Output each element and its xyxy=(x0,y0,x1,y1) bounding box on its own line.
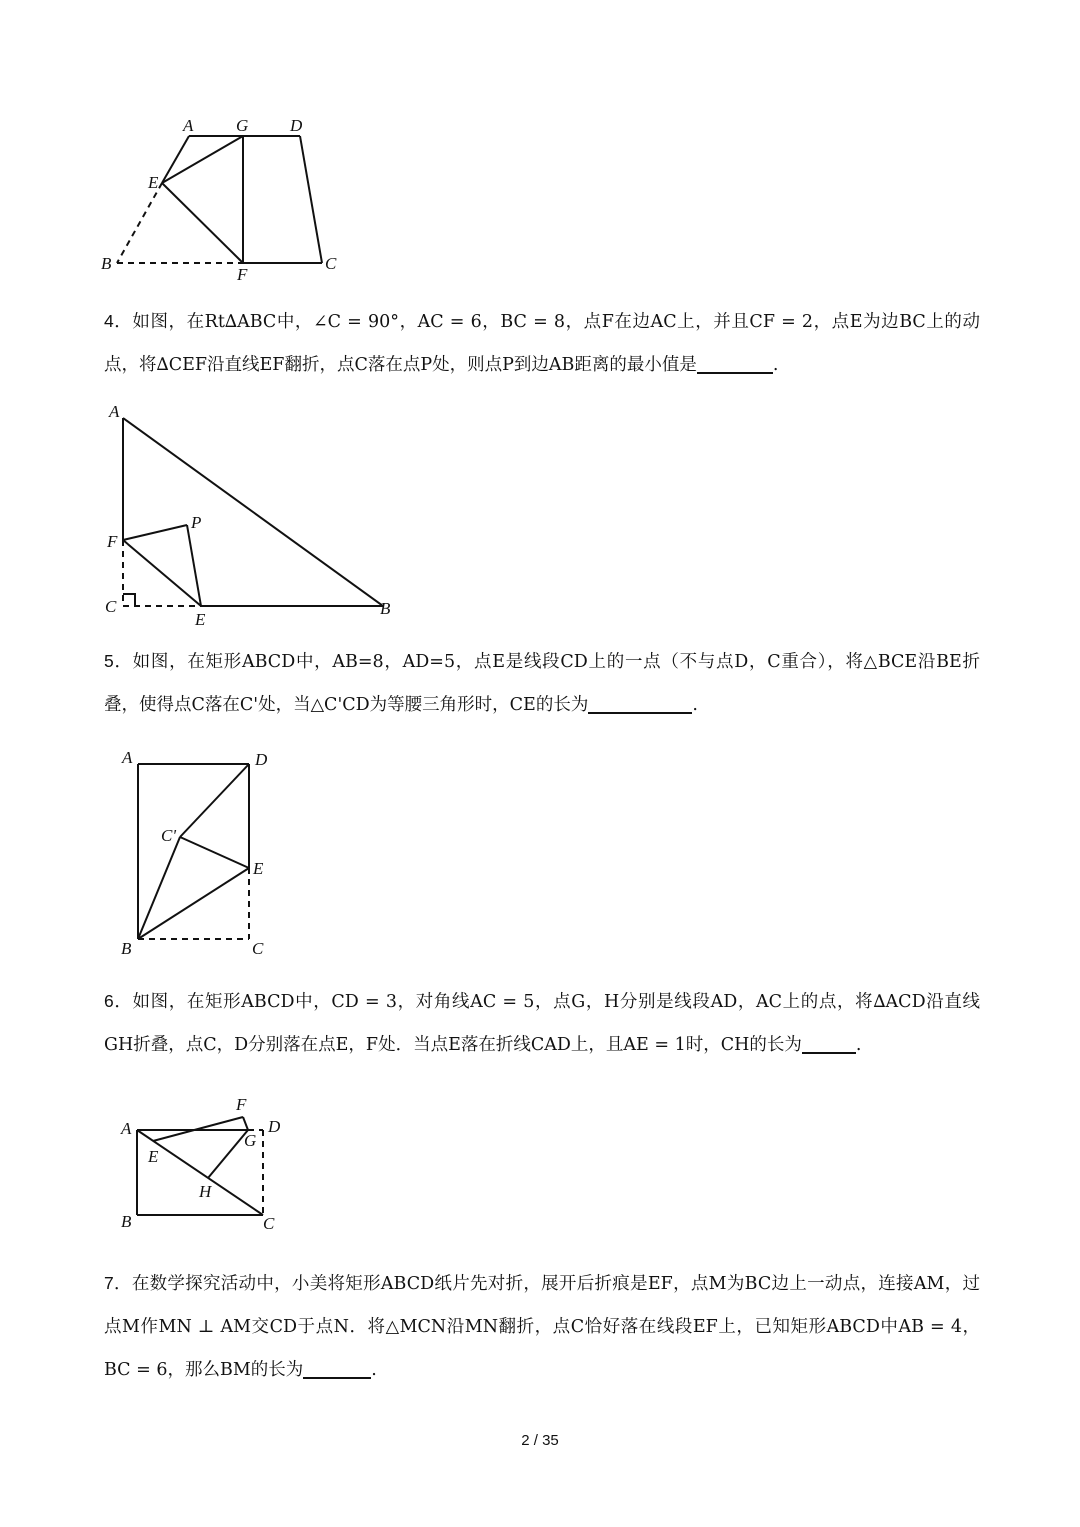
segment-eb-dashed xyxy=(117,183,162,263)
problem-number: 5． xyxy=(104,651,133,671)
problem-number: 7． xyxy=(104,1273,132,1293)
segment-pe xyxy=(187,525,201,606)
label-f: F xyxy=(236,1095,247,1114)
segment-ab xyxy=(123,418,383,606)
figure-problem-3 xyxy=(95,110,355,285)
problem-end: . xyxy=(692,695,698,715)
label-a: A xyxy=(183,116,194,135)
label-e: E xyxy=(148,173,159,192)
problem-text: 如图，在矩形ABCD中，AB=8，AD=5，点E是线段CD上的一点（不与点D，C重合），将△BCE沿BE折叠，使得点C落在C'处，当△C'CD为等腰三角形时，CE的长为 xyxy=(104,652,980,715)
segment-dc xyxy=(300,136,322,263)
label-h: H xyxy=(199,1182,212,1201)
label-c: C xyxy=(105,597,117,616)
label-p: P xyxy=(191,513,202,532)
answer-blank xyxy=(303,1360,371,1380)
rectangle-fold-diagram xyxy=(115,745,285,965)
problem-text: 如图，在Rt∆ABC中，∠C = 90°，AC = 6，BC = 8，点F在边AC上，并且CF = 2，点E为边BC上的动点，将∆CEF沿直线EF翻折，点C落在点P处，则点P到边AB距离的最小值是 xyxy=(104,312,981,375)
segment-ef xyxy=(162,183,243,263)
segment-c1e xyxy=(180,837,249,868)
figure-problem-5 xyxy=(115,745,285,965)
right-triangle-diagram xyxy=(100,400,410,630)
label-b: B xyxy=(380,599,391,618)
problem-end: . xyxy=(772,355,779,375)
label-c-prime: C' xyxy=(161,826,176,845)
rectangle-diagonal-diagram xyxy=(115,1090,295,1235)
label-d: D xyxy=(255,750,268,769)
page-number: 2 / 35 xyxy=(521,1432,559,1449)
label-e: E xyxy=(253,859,264,878)
figure-problem-6 xyxy=(115,1090,295,1235)
problem-4 xyxy=(104,300,980,387)
label-f: F xyxy=(107,532,118,551)
problem-7 xyxy=(104,1262,980,1392)
segment-be xyxy=(138,868,249,939)
problem-6 xyxy=(104,980,980,1067)
label-d: D xyxy=(268,1117,281,1136)
segment-eg xyxy=(162,136,243,183)
problem-end: . xyxy=(855,1035,862,1055)
label-a: A xyxy=(122,748,133,767)
label-g: G xyxy=(244,1131,257,1150)
problem-text: 如图，在矩形ABCD中，CD = 3，对角线AC = 5，点G，H分别是线段AD，AC上的点，将∆ACD沿直线GH折叠，点C，D分别落在点E，F处．当点E落在折线CAD上，且AE = 1时，CH的长为 xyxy=(104,992,980,1055)
answer-blank xyxy=(802,1035,856,1055)
segment-gh xyxy=(208,1130,248,1178)
label-b: B xyxy=(121,939,132,958)
problem-text: 在数学探究活动中，小美将矩形ABCD纸片先对折，展开后折痕是EF，点M为BC边上一动点，连接AM，过点M作MN ⊥ AM交CD于点N．将△MCN沿MN翻折，点C恰好落在线段EF上，已知矩形ABCD中AB = 4，BC = 6，那么BM的长为 xyxy=(104,1274,980,1380)
label-b: B xyxy=(121,1212,132,1231)
label-b: B xyxy=(101,254,112,273)
label-c: C xyxy=(325,254,337,273)
label-c: C xyxy=(252,939,264,958)
segment-fg xyxy=(243,1117,248,1130)
trapezoid-diagram xyxy=(95,110,355,285)
problem-number: 4． xyxy=(104,311,133,331)
label-c: C xyxy=(263,1214,275,1233)
label-e: E xyxy=(195,610,206,629)
label-g: G xyxy=(236,116,249,135)
problem-end: . xyxy=(371,1360,377,1380)
figure-problem-4 xyxy=(100,400,410,630)
segment-bc1 xyxy=(138,837,180,939)
segment-c1d xyxy=(180,764,249,837)
label-a: A xyxy=(121,1119,132,1138)
problem-5 xyxy=(104,640,980,727)
right-angle-mark xyxy=(123,594,135,606)
label-f: F xyxy=(237,265,248,284)
label-d: D xyxy=(290,116,303,135)
answer-blank xyxy=(588,695,692,715)
problem-number: 6． xyxy=(104,991,133,1011)
segment-fp xyxy=(123,525,187,540)
answer-blank xyxy=(697,355,773,375)
label-a: A xyxy=(109,402,120,421)
label-e: E xyxy=(148,1147,159,1166)
